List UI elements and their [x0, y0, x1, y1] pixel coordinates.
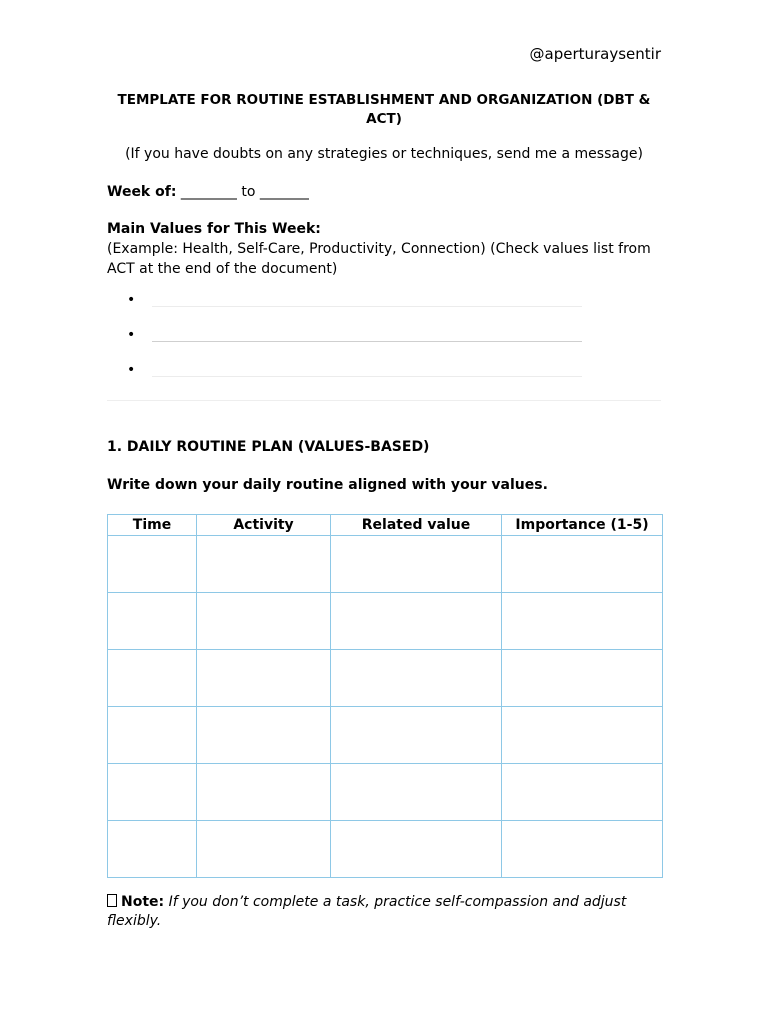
values-bullet-list [107, 288, 661, 393]
main-values-heading: Main Values for This Week: [107, 221, 321, 237]
table-cell[interactable] [197, 536, 331, 593]
bullet-dot: • [127, 362, 136, 378]
table-cell[interactable] [331, 764, 502, 821]
note-text: If you don’t complete a task, practice self-compassion and adjust flexibly. [107, 894, 627, 929]
value-blank-line [152, 341, 582, 342]
author-handle: @aperturaysentir [529, 45, 661, 63]
week-of-label: Week of: [107, 184, 177, 200]
column-header-time: Time [108, 515, 197, 536]
bullet-dot: • [127, 327, 136, 343]
table-cell[interactable] [502, 764, 663, 821]
table-cell[interactable] [331, 821, 502, 878]
table-cell[interactable] [502, 593, 663, 650]
table-cell[interactable] [197, 707, 331, 764]
table-cell[interactable] [108, 650, 197, 707]
value-bullet-3[interactable] [107, 358, 661, 393]
bullet-dot: • [127, 292, 136, 308]
document-subtitle: (If you have doubts on any strategies or techniques, send me a message) [125, 146, 643, 162]
daily-routine-instruction: Write down your daily routine aligned with your values. [107, 477, 548, 493]
table-cell[interactable] [108, 707, 197, 764]
table-cell[interactable] [108, 764, 197, 821]
table-cell[interactable] [502, 536, 663, 593]
value-blank-line [152, 306, 582, 307]
column-header-importance: Importance (1-5) [502, 515, 663, 536]
document-title: TEMPLATE FOR ROUTINE ESTABLISHMENT AND ORGANIZATION (DBT & ACT) [117, 92, 651, 127]
table-cell[interactable] [331, 593, 502, 650]
table-row [108, 764, 663, 821]
table-cell[interactable] [108, 593, 197, 650]
week-of-line [107, 184, 309, 200]
column-header-related-value: Related value [331, 515, 502, 536]
table-cell[interactable] [502, 650, 663, 707]
table-row [108, 707, 663, 764]
table-cell[interactable] [197, 821, 331, 878]
table-row [108, 650, 663, 707]
table-cell[interactable] [197, 593, 331, 650]
daily-routine-heading: 1. DAILY ROUTINE PLAN (VALUES-BASED) [107, 439, 430, 455]
table-cell[interactable] [502, 707, 663, 764]
note-label: Note: [121, 894, 165, 910]
table-header-row [108, 515, 663, 536]
table-cell[interactable] [108, 821, 197, 878]
table-cell[interactable] [502, 821, 663, 878]
table-cell[interactable] [331, 650, 502, 707]
column-header-activity: Activity [197, 515, 331, 536]
table-cell[interactable] [197, 764, 331, 821]
section-divider [107, 400, 661, 401]
note-paragraph [107, 893, 661, 931]
table-cell[interactable] [331, 707, 502, 764]
table-row [108, 821, 663, 878]
table-row [108, 536, 663, 593]
value-blank-line [152, 376, 582, 377]
week-of-blanks: ________ to _______ [176, 184, 309, 200]
main-values-description: (Example: Health, Self-Care, Productivity, Connection) (Check values list from ACT at the end of the document) [107, 241, 651, 277]
daily-routine-table [107, 514, 663, 878]
table-row [108, 593, 663, 650]
table-cell[interactable] [331, 536, 502, 593]
note-icon [107, 894, 117, 907]
table-cell[interactable] [108, 536, 197, 593]
table-cell[interactable] [197, 650, 331, 707]
value-bullet-2[interactable] [107, 323, 661, 358]
value-bullet-1[interactable] [107, 288, 661, 323]
